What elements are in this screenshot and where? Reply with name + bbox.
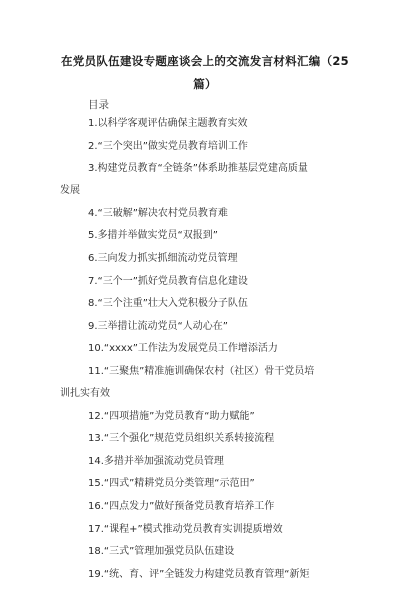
toc-item bbox=[88, 230, 368, 242]
toc-heading: 目录 bbox=[88, 99, 109, 111]
toc-item-text: 5.多措并举做实党员“双报到” bbox=[88, 230, 218, 242]
toc-item-continuation: 发展 bbox=[60, 185, 80, 197]
toc-item-text: 18.“三式”管理加强党员队伍建设 bbox=[88, 546, 235, 558]
toc-item-text: 9.三举措让流动党员“人动心在” bbox=[88, 320, 228, 332]
toc-item-text: 12.“四项措施”为党员教育“助力赋能” bbox=[88, 410, 255, 422]
toc-item bbox=[60, 163, 368, 197]
toc-item-text: 13.“三个强化”规范党员组织关系转接流程 bbox=[88, 433, 275, 445]
document-title bbox=[40, 50, 370, 96]
toc-item-text: 6.三向发力抓实抓细流动党员管理 bbox=[88, 252, 238, 264]
toc-item bbox=[60, 366, 368, 400]
toc-item bbox=[88, 208, 368, 220]
toc-item-text: 8.“三个注重”壮大入党积极分子队伍 bbox=[88, 298, 248, 310]
toc-item-text: 17.“课程+”模式推动党员教育实训提质增效 bbox=[88, 523, 283, 535]
toc-item bbox=[88, 298, 368, 310]
toc-item bbox=[88, 478, 368, 490]
toc-item bbox=[88, 433, 368, 445]
toc-item-text: 4.“三破解”解决农村党员教育难 bbox=[88, 207, 228, 219]
document-title-line1: 在党员队伍建设专题座谈会上的交流发言材料汇编（25 bbox=[60, 54, 349, 68]
toc-item-text: 19.“统、育、评”全链发力构建党员教育管理“新矩 bbox=[88, 568, 310, 580]
toc-item-text: 7.“三个一”抓好党员教育信息化建设 bbox=[88, 275, 248, 287]
toc-item bbox=[88, 253, 368, 265]
toc-item bbox=[88, 343, 368, 355]
toc-item-text: 3.构建党员教育“全链条”体系助推基层党建高质量 bbox=[88, 163, 308, 175]
toc-item-text: 2.“三个突出”做实党员教育培训工作 bbox=[88, 140, 248, 152]
toc-item bbox=[88, 546, 368, 558]
toc-item-text: 10.“xxxx”工作法为发展党员工作增添活力 bbox=[88, 343, 278, 355]
toc-item-text: 11.“三聚焦”精准施训确保农村（社区）骨干党员培 bbox=[88, 365, 315, 377]
toc-item bbox=[88, 524, 368, 536]
toc-item bbox=[88, 569, 368, 581]
document-title-line2: 篇） bbox=[193, 77, 217, 91]
toc-item bbox=[88, 118, 368, 130]
toc-item bbox=[88, 501, 368, 513]
toc-item-text: 15.“四式”精耕党员分类管理“示范田” bbox=[88, 478, 255, 490]
toc-item bbox=[88, 276, 368, 288]
toc-item bbox=[88, 321, 368, 333]
toc-item-text: 16.“四点发力”做好预备党员教育培养工作 bbox=[88, 500, 275, 512]
toc-item-text: 14.多措并举加强流动党员管理 bbox=[88, 455, 224, 467]
toc-item bbox=[88, 141, 368, 153]
toc-item-continuation: 训扎实有效 bbox=[60, 387, 110, 399]
toc-item-text: 1.以科学客观评估确保主题教育实效 bbox=[88, 118, 248, 129]
toc-item bbox=[88, 411, 368, 423]
toc-item bbox=[88, 456, 368, 468]
table-of-contents bbox=[60, 118, 368, 591]
